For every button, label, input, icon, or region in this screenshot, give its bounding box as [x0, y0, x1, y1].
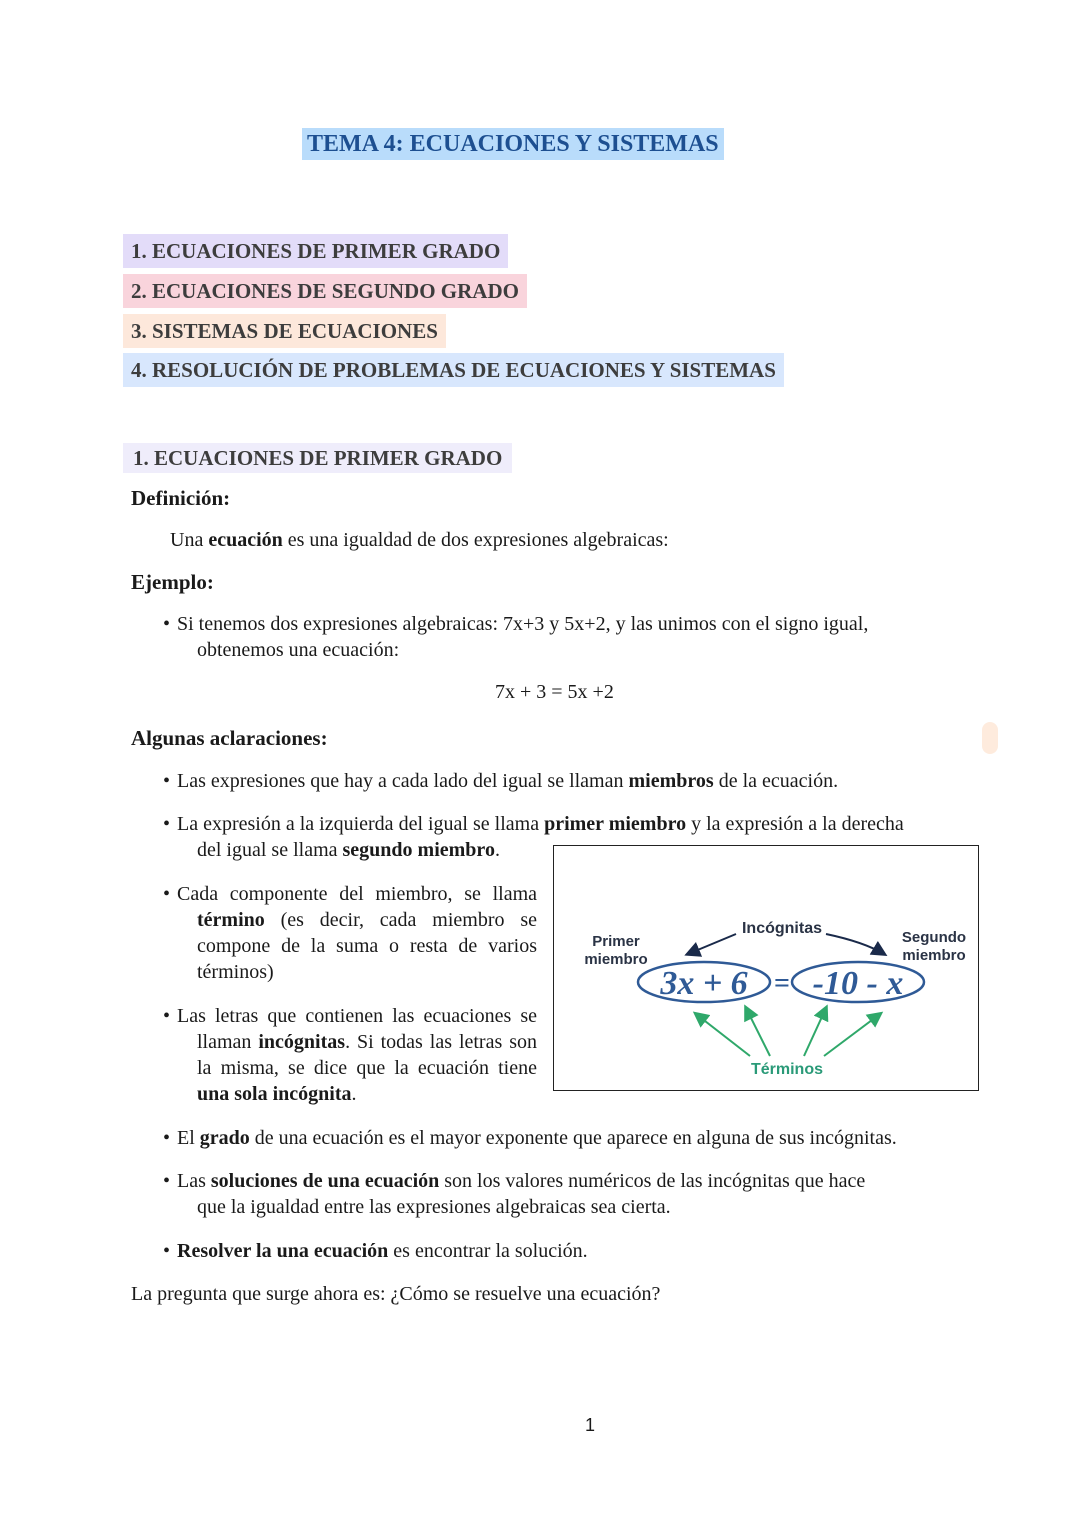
left-expression: 3x + 6 — [660, 965, 748, 1002]
ejemplo-bullet: • Si tenemos dos expresiones algebraicas: 7x+3 y 5x+2, y las unimos con el signo igual, obtenemos una ecuación: — [163, 613, 869, 661]
primer-miembro-label-1: Primer — [592, 933, 640, 950]
segundo-miembro-label-1: Segundo — [901, 929, 967, 946]
bullet-soluciones: • Las soluciones de una ecuación son los valores numéricos de las incógnitas que hace que la igualdad entre las expresiones algebraicas sea cierta. — [163, 1170, 866, 1218]
ejemplo-label: Ejemplo: — [131, 570, 214, 594]
primer-miembro-label-2: miembro — [584, 951, 648, 968]
equals-sign: = — [774, 968, 790, 999]
toc-item-1[interactable]: 1. ECUACIONES DE PRIMER GRADO — [123, 234, 508, 268]
bullet-miembros: • Las expresiones que hay a cada lado del igual se llaman miembros de la ecuación. — [163, 770, 839, 792]
diagram-graphic — [554, 846, 980, 1092]
arrow-term-3 — [804, 1008, 826, 1056]
highlight-mark — [982, 722, 998, 754]
definicion-text: Una ecuación es una igualdad de dos expresiones algebraicas: — [170, 529, 669, 551]
terminos-label: Términos — [750, 1061, 824, 1078]
definicion-label: Definición: — [131, 486, 231, 510]
bullet-incognitas: • Las letras que contienen las ecuaciones se llaman incógnitas. Si todas las letras son la misma, se dice que la ecuación tiene una sola incógnita. — [163, 1005, 537, 1105]
right-expression: -10 - x — [812, 965, 904, 1002]
bullet-termino: • Cada componente del miembro, se llama término (es decir, cada miembro se compone de la suma o resta de varios términos) — [163, 883, 537, 983]
bullet-resolver: • Resolver la una ecuación es encontrar la solución. — [163, 1240, 588, 1262]
equation-diagram — [553, 845, 979, 1091]
arrow-to-left-x — [688, 934, 736, 954]
example-equation: 7x + 3 = 5x +2 — [495, 681, 614, 703]
arrow-to-right-x — [826, 934, 884, 954]
arrow-term-1 — [696, 1014, 750, 1056]
page-number: 1 — [585, 1415, 596, 1435]
page-title: TEMA 4: ECUACIONES Y SISTEMAS — [302, 128, 724, 160]
aclaraciones-label: Algunas aclaraciones: — [131, 726, 328, 750]
toc-item-2[interactable]: 2. ECUACIONES DE SEGUNDO GRADO — [123, 274, 527, 308]
bullet-primer-segundo: • La expresión a la izquierda del igual se llama primer miembro y la expresión a la derecha del igual se llama segundo miembro. — [163, 813, 904, 861]
incognitas-label: Incógnitas — [741, 920, 823, 937]
arrow-term-2 — [746, 1008, 770, 1056]
closing-question: La pregunta que surge ahora es: ¿Cómo se resuelve una ecuación? — [131, 1283, 661, 1305]
toc-item-3[interactable]: 3. SISTEMAS DE ECUACIONES — [123, 314, 446, 348]
toc-item-4[interactable]: 4. RESOLUCIÓN DE PROBLEMAS DE ECUACIONES Y SISTEMAS — [123, 353, 784, 387]
section-heading: 1. ECUACIONES DE PRIMER GRADO — [123, 443, 512, 473]
segundo-miembro-label-2: miembro — [902, 947, 966, 964]
arrow-term-4 — [824, 1014, 880, 1056]
bullet-grado: • El grado de una ecuación es el mayor exponente que aparece en alguna de sus incógnitas. — [163, 1127, 897, 1149]
